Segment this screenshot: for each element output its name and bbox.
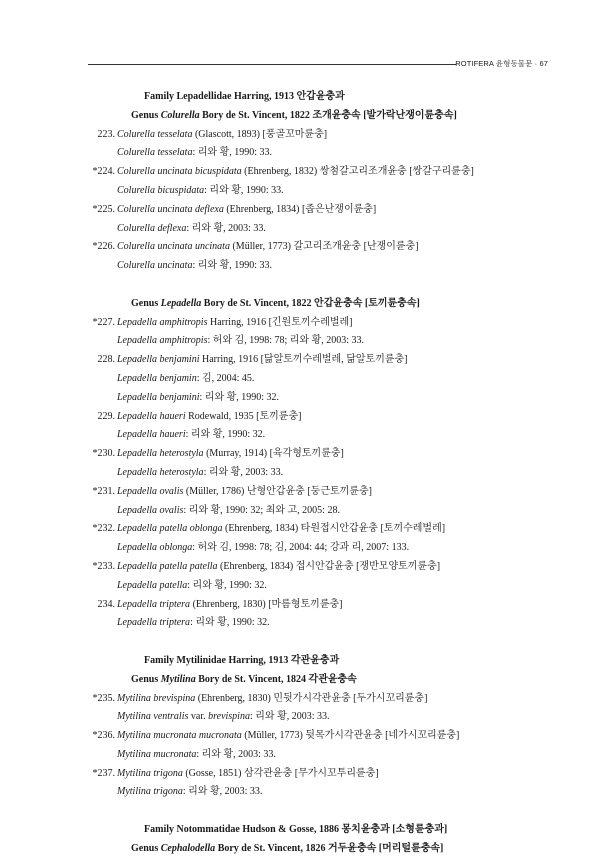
taxon-name: Mytilina trigona [117,767,183,779]
genus-heading [0,840,612,859]
species-number: *235. [92,692,115,704]
species-entry [0,201,612,220]
taxon-name: Colurella deflexa [117,222,187,234]
genus-name: Cephalodella [160,842,216,854]
species-entry [0,596,612,615]
genus-name: Mytilina [160,673,196,685]
entry-text: Mytilina ventralis var. brevispina: 리와 황, 2003: 33. [117,711,330,723]
entry-text [117,727,459,746]
taxon-name: Lepadella heterostyla [117,466,204,478]
taxon-name: Lepadella amphitropis [117,335,208,347]
genus-heading [0,295,612,314]
synonym-reference [0,783,612,802]
entry-text [117,577,267,596]
species-number: *226. [92,241,115,253]
taxon-name: Mytilina trigona [117,786,183,798]
entry-text [117,144,272,163]
taxon-authority: : 리와 황, 1990: 32. [190,617,270,629]
species-number: *233. [92,560,115,572]
taxon-authority: Harring, 1916 [긴원토끼수레벌레] [207,316,353,328]
species-entry [0,126,612,145]
taxon-authority: : 리와 황, 2003: 33. [186,222,266,234]
taxon-name: Colurella uncinata deflexa [117,203,224,215]
species-entry [0,314,612,333]
taxon-authority: (Müller, 1786) 난형안갑윤충 [둥근토끼륜충] [183,485,372,497]
taxon-authority: (Ehrenberg, 1834) 타원접시안갑윤충 [토끼수레벌레] [222,523,446,535]
entry-text [117,201,376,220]
species-entry [0,238,612,257]
taxon-authority: : 리와 황, 2003: 33. [249,711,330,723]
taxon-authority: (Müller, 1773) 뒷목가시각관윤충 [네가시꼬리륜충] [241,730,460,742]
entry-text [117,558,440,577]
taxon-authority: (Ehrenberg, 1834) 접시안갑윤충 [쟁반모양토끼륜충] [217,560,441,572]
taxon-name: Colurella uncinata bicuspidata [117,166,242,178]
taxon-authority: : 리와 황, 1990: 32. [199,391,280,403]
taxon-name: Lepadella haueri [117,410,186,422]
taxon-name: Mytilina mucronata mucronata [117,730,242,742]
species-entry [0,408,612,427]
entry-text [117,220,266,239]
family-heading [0,652,612,671]
taxon-name: Lepadella heterostyla [117,448,204,460]
taxon-name: Colurella tesselata [117,128,193,140]
entry-text: Genus Lepadella Bory de St. Vincent, 1822 안갑윤충속 [토끼륜충속] [131,297,420,309]
taxon-authority: : 허와 김, 1998: 78; 리와 황, 2003: 33. [207,335,365,347]
synonym-reference [0,614,612,633]
species-entry [0,351,612,370]
entry-text [117,520,445,539]
entry-text [117,464,283,483]
taxon-authority: (Murray, 1914) [육각형토끼륜충] [203,448,344,460]
species-entry [0,163,612,182]
entry-text: Genus Mytilina Bory de St. Vincent, 1824 각관윤충속 [131,673,357,685]
entry-text: Family Lepadellidae Harring, 1913 안갑윤충과 [144,91,345,102]
synonym-reference [0,182,612,201]
synonym-reference [0,464,612,483]
entry-text [117,596,342,615]
family-heading [0,88,612,107]
species-entry [0,765,612,784]
entry-text [117,182,284,201]
entry-text [117,126,327,145]
genus-name: Colurella [160,109,200,121]
taxon-name: Lepadella triptera [117,617,191,629]
synonym-reference [0,539,612,558]
entry-text [117,332,364,351]
species-entry [0,558,612,577]
species-number: *232. [92,523,115,535]
species-entry [0,483,612,502]
entry-text [117,314,353,333]
species-number: *230. [92,448,115,460]
entry-text: Genus Colurella Bory de St. Vincent, 1822 조개윤충속 [발가락난쟁이륜충속] [131,109,457,121]
taxon-authority: : 리와 황, 1990: 32. [185,429,266,441]
taxon-name: Lepadella ovalis [117,485,184,497]
taxon-name: Lepadella haueri [117,429,186,441]
entry-text [117,765,379,784]
taxon-name: Lepadella triptera [117,598,191,610]
species-number: *224. [92,166,115,178]
taxon-name: Lepadella oblonga [117,542,193,554]
entry-text: Family Notommatidae Hudson & Gosse, 1886 몽치윤충과 [소형륜충과] [144,824,448,836]
taxon-authority: (Müller, 1773) 갈고리조개윤충 [난쟁이륜충] [229,241,419,253]
taxonomic-list [0,88,612,859]
entry-text [117,370,254,389]
taxon-authority: (Ehrenberg, 1830) 민뒷가시각관윤충 [두가시꼬리륜충] [195,692,428,704]
taxon-authority: (Ehrenberg, 1834) [좁은난쟁이륜충] [223,203,377,215]
species-number: 234. [97,598,115,610]
taxon-name: Lepadella benjamini [117,354,200,366]
taxon-name: Lepadella benjamin [117,372,197,384]
taxon-name: Lepadella ovalis [117,504,184,516]
synonym-reference [0,708,612,727]
taxon-name: Colurella uncinata [117,260,193,272]
species-entry [0,445,612,464]
taxon-authority: (Gosse, 1851) 삼각관윤충 [무가시꼬투리륜충] [182,767,379,779]
entry-text [117,502,340,521]
taxon-authority: : 리와 황, 2003: 33. [196,748,276,760]
entry-text: Family Mytilinidae Harring, 1913 각관윤충과 [144,654,340,666]
entry-text [117,351,408,370]
synonym-reference [0,220,612,239]
running-header [88,58,548,70]
entry-text [117,408,301,427]
taxon-authority: : 리와 황, 1990: 32; 최와 고, 2005: 28. [183,504,340,516]
synonym-reference [0,389,612,408]
section-gap [0,633,612,652]
synonym-reference [0,257,612,276]
taxon-name: Mytilina ventralis [117,711,189,723]
taxon-authority: : 리와 황, 2003: 33. [182,786,263,798]
taxon-authority: : 리와 황, 1990: 32. [187,579,267,591]
header-rule [88,64,456,65]
taxon-authority: : 리와 황, 1990: 33. [192,147,273,159]
species-number: *225. [92,203,115,215]
taxon-authority: : 허와 김, 1998: 78; 김, 2004: 44; 강과 리, 2007: 133. [192,542,410,554]
genus-heading [0,107,612,126]
taxon-name: Lepadella patella [117,579,188,591]
species-number: *231. [92,485,115,497]
synonym-reference [0,332,612,351]
species-entry [0,727,612,746]
taxon-name: Colurella uncinata uncinata [117,241,230,253]
taxon-authority: : 리와 황, 1990: 33. [204,184,284,196]
synonym-reference [0,577,612,596]
entry-text: Genus Cephalodella Bory de St. Vincent, 1826 거두윤충속 [머리털륜충속] [131,842,444,854]
synonym-reference [0,426,612,445]
taxon-name: brevispina [208,711,250,723]
species-number: *236. [92,730,115,742]
synonym-reference [0,370,612,389]
species-entry [0,520,612,539]
entry-text [117,614,270,633]
taxon-authority: (Ehrenberg, 1830) [마름형토끼륜충] [190,598,343,610]
taxon-authority: : 리와 황, 2003: 33. [203,466,284,478]
synonym-reference [0,144,612,163]
entry-text [117,445,344,464]
entry-text [117,539,409,558]
taxon-name: Colurella bicuspidata [117,184,205,196]
taxon-authority: Harring, 1916 [닮알토끼수레벌레, 닮알토끼륜충] [199,354,408,366]
taxon-authority: Rodewald, 1935 [토끼륜충] [185,410,302,422]
entry-text [117,746,276,765]
entry-text [117,257,272,276]
genus-name: Lepadella [160,297,202,309]
taxon-name: Mytilina brevispina [117,692,196,704]
taxon-name: Colurella tesselata [117,147,193,159]
taxon-authority: : 김, 2004: 45. [196,372,255,384]
taxon-name: Mytilina mucronata [117,748,197,760]
species-number: *237. [92,767,115,779]
species-number: 223. [97,128,115,140]
synonym-reference [0,502,612,521]
genus-heading [0,671,612,690]
taxon-authority: (Ehrenberg, 1832) 쌍첨갈고리조개윤충 [쌍갈구리륜충] [241,166,474,178]
entry-text [117,426,265,445]
species-number: 228. [97,354,115,366]
entry-text [117,389,279,408]
section-gap [0,802,612,821]
entry-text [117,483,372,502]
species-number: 229. [97,410,115,422]
entry-text [117,238,419,257]
entry-text [117,163,474,182]
species-entry [0,690,612,709]
entry-text [117,690,427,709]
taxon-name: Lepadella patella oblonga [117,523,223,535]
taxon-name: Lepadella patella patella [117,560,218,572]
taxon-name: Lepadella benjamini [117,391,200,403]
synonym-reference [0,746,612,765]
taxon-authority: : 리와 황, 1990: 33. [192,260,273,272]
taxon-authority: (Glascott, 1893) [풍골꼬마륜충] [192,128,328,140]
taxon-name: Lepadella amphitropis [117,316,208,328]
running-title: ROTIFERA 윤형동물문 · 67 [455,59,548,68]
entry-text [117,783,262,802]
family-heading [0,821,612,840]
section-gap [0,276,612,295]
species-number: *227. [92,316,115,328]
